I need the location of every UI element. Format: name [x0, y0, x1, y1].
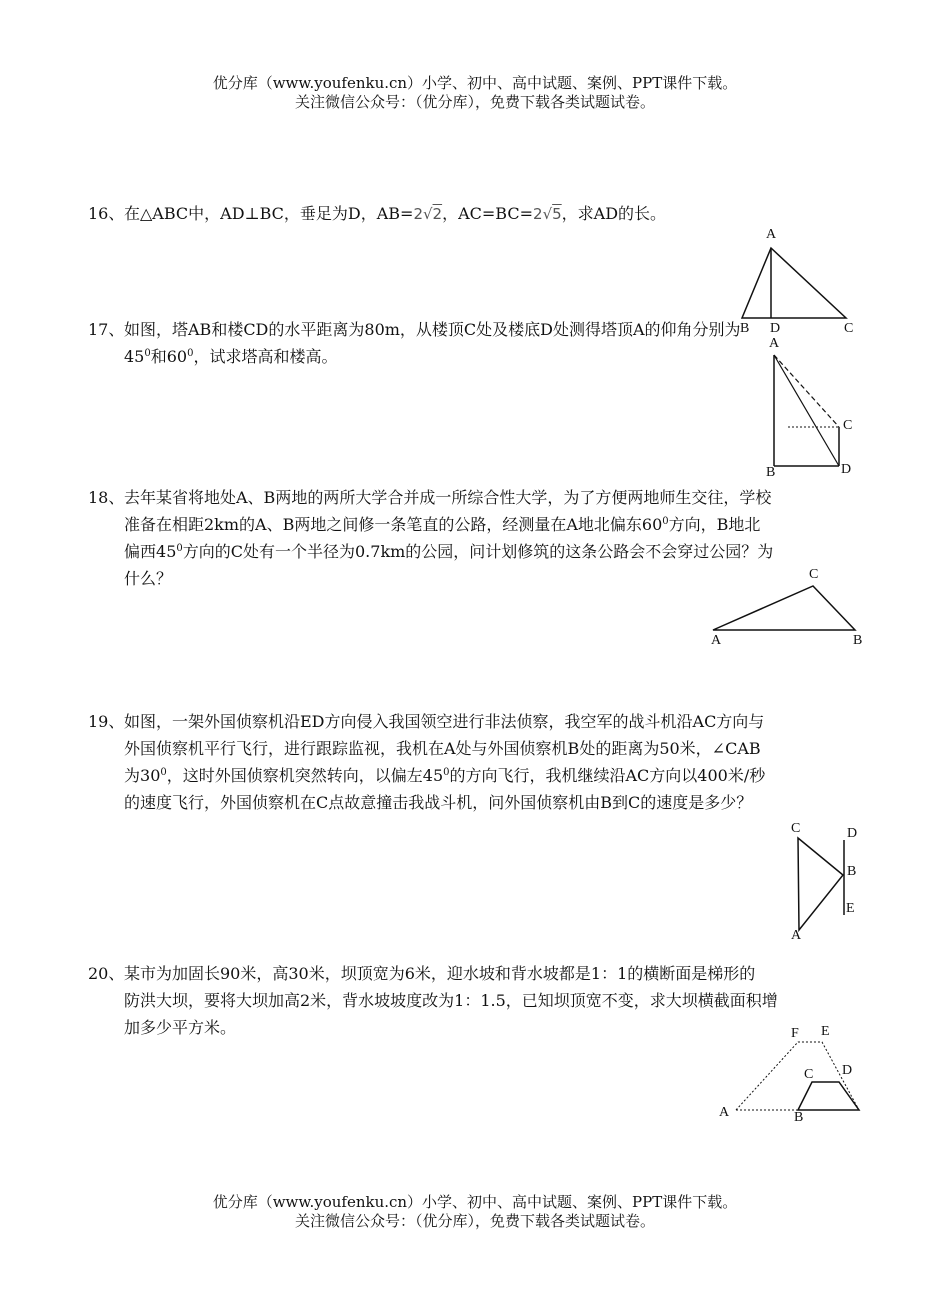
triangle-abc	[713, 586, 855, 630]
page-header	[0, 74, 950, 112]
question-20-line-3: 加多少平方米。	[124, 1018, 237, 1037]
question-16-text: 16、在△ABC中，AD⊥BC，垂足为D，AB=2√2，AC=BC=2√5，求AD的长。	[88, 200, 863, 228]
figure-19-flight	[785, 815, 865, 945]
question-18-line-2: 准备在相距2km的A、B两地之间修一条笔直的公路，经测量在A地北偏东$60^0$方向，B地北	[124, 515, 761, 534]
question-17-line-1: 17、如图，塔AB和楼CD的水平距离为80m，从楼顶C处及楼底D处测得塔顶A的仰角分别为	[88, 320, 741, 339]
question-18-line-3: 偏西$45^0$方向的C处有一个半径为0.7km的公园，问计划修筑的这条公路会不会穿过公园？为	[124, 542, 774, 561]
label-c: C	[843, 418, 853, 433]
triangle-abc	[742, 248, 846, 318]
footer-line-1: 优分库（www.youfenku.cn）小学、初中、高中试题、案例、PPT课件下载。	[212, 1193, 738, 1211]
radical-ab: 2√2	[413, 205, 443, 223]
header-line-2: 关注微信公众号：（优分库），免费下载各类试题试卷。	[294, 93, 655, 111]
question-19-line-2: 外国侦察机平行飞行，进行跟踪监视，我机在A处与外国侦察机B处的距离为50米，∠CAB	[124, 739, 761, 758]
label-a: A	[719, 1105, 730, 1120]
label-a: A	[766, 227, 777, 242]
label-b: B	[853, 633, 863, 648]
figure-18-triangle	[705, 560, 870, 652]
question-20-line-1: 20、某市为加固长90米，高30米，坝顶宽为6米，迎水坡和背水坡都是1：1的横断面是梯形的	[88, 964, 756, 983]
label-c: C	[791, 821, 801, 836]
question-19-line-1: 19、如图，一架外国侦察机沿ED方向侵入我国领空进行非法侦察，我空军的战斗机沿AC方向与	[88, 712, 765, 731]
label-b: B	[794, 1110, 804, 1125]
label-c: C	[809, 567, 819, 582]
label-f: F	[791, 1026, 799, 1041]
label-c: C	[844, 321, 854, 336]
question-19-line-3: 为$30^0$，这时外国侦察机突然转向，以偏左$45^0$的方向飞行，我机继续沿AC方向以400米/秒	[124, 766, 766, 785]
question-number: 16、	[88, 204, 125, 223]
label-e: E	[846, 901, 855, 916]
sight-line-ca	[774, 355, 839, 427]
figure-17-tower	[760, 335, 860, 480]
page-footer	[0, 1193, 950, 1231]
label-e: E	[821, 1024, 830, 1039]
question-19-line-4: 的速度飞行，外国侦察机在C点故意撞击我战斗机，问外国侦察机由B到C的速度是多少？	[124, 793, 753, 812]
header-line-1: 优分库（www.youfenku.cn）小学、初中、高中试题、案例、PPT课件下载。	[212, 74, 738, 92]
question-20-line-2: 防洪大坝，要将大坝加高2米，背水坡坡度改为1：1.5，已知坝顶宽不变，求大坝横截面积增	[124, 991, 778, 1010]
label-b: B	[766, 465, 776, 480]
label-a: A	[791, 928, 802, 943]
enlarged-dam-outline	[736, 1042, 859, 1110]
triangle-cba	[798, 838, 843, 930]
figure-20-dam	[712, 1018, 867, 1130]
label-a: A	[769, 336, 780, 351]
label-b: B	[847, 864, 857, 879]
question-17-line-2: $45^0$和$60^0$，试求塔高和楼高。	[124, 347, 338, 366]
footer-line-2: 关注微信公众号：（优分库），免费下载各类试题试卷。	[294, 1212, 655, 1230]
question-18-line-1: 18、去年某省将地处A、B两地的两所大学合并成一所综合性大学，为了方便两地师生交往，学校	[88, 488, 772, 507]
label-d: D	[841, 462, 852, 477]
sight-line-da	[774, 355, 839, 466]
radical-ac: 2√5	[533, 205, 562, 223]
label-b: B	[740, 321, 750, 336]
question-17	[88, 316, 863, 370]
label-d: D	[770, 321, 781, 336]
label-a: A	[711, 633, 722, 648]
label-c: C	[804, 1067, 814, 1082]
question-18-line-4: 什么？	[124, 569, 173, 588]
label-d: D	[847, 826, 858, 841]
label-d: D	[842, 1063, 853, 1078]
original-dam-trapezoid	[798, 1082, 859, 1110]
question-19	[88, 708, 863, 816]
